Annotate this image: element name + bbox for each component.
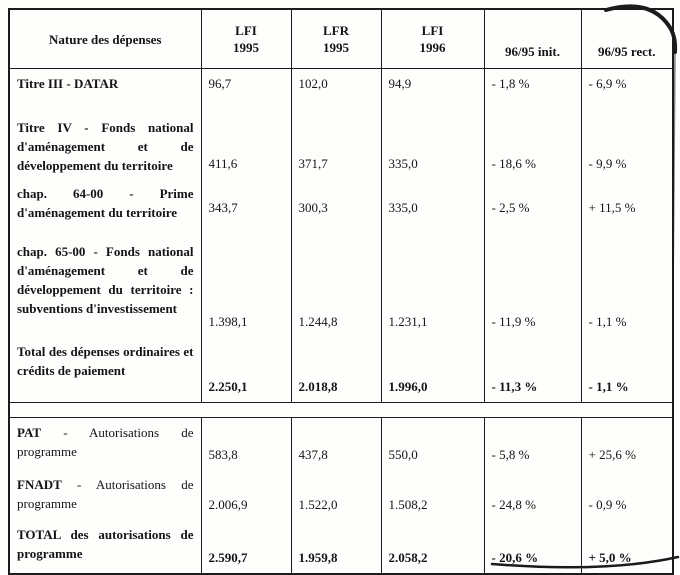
- cell-lfi-1996: 1.508,2: [381, 470, 484, 520]
- cell-96-95-init: - 11,3 %: [484, 337, 581, 403]
- row-label: [9, 113, 201, 179]
- cell-96-95-rect: - 9,9 %: [581, 113, 673, 179]
- row-label: [9, 520, 201, 574]
- col-header-96-95-rect: [581, 9, 673, 69]
- col-header-nature: [9, 9, 201, 69]
- cell-lfi-1996: 1.996,0: [381, 337, 484, 403]
- cell-96-95-init: - 1,8 %: [484, 69, 581, 113]
- cell-96-95-init: - 24,8 %: [484, 470, 581, 520]
- row-label: [9, 337, 201, 403]
- row-label: [9, 470, 201, 520]
- cell-lfr-1995: 2.018,8: [291, 337, 381, 403]
- cell-lfr-1995: 371,7: [291, 113, 381, 179]
- row-label-strong: Titre III - DATAR: [17, 76, 119, 91]
- row-label-strong: PAT: [17, 425, 42, 440]
- row-label-text: - Autorisations de programme: [17, 425, 194, 459]
- col-header-lfi-1995: [201, 9, 291, 69]
- cell-lfi-1995: 96,7: [201, 69, 291, 113]
- col-header-sublabel: 1995: [233, 40, 259, 55]
- row-label-strong: chap. 65-00 - Fonds national d'aménagement et de développement du territoire : subventions d'investissement: [17, 243, 194, 316]
- cell-lfi-1996: 2.058,2: [381, 520, 484, 574]
- table-row-fnadt-ap: [9, 470, 673, 520]
- col-header-label: LFI: [235, 23, 257, 38]
- cell-lfi-1995: 2.590,7: [201, 520, 291, 574]
- cell-lfi-1996: 550,0: [381, 418, 484, 470]
- cell-lfi-1996: 335,0: [381, 113, 484, 179]
- row-label-strong: TOTAL des autorisations de programme: [17, 526, 194, 561]
- table-row-total-depenses-ordinaires: [9, 337, 673, 403]
- row-label: [9, 237, 201, 337]
- row-label-strong: FNADT: [17, 476, 62, 492]
- cell-96-95-rect: - 1,1 %: [581, 237, 673, 337]
- col-header-lfr-1995: [291, 9, 381, 69]
- cell-lfi-1995: 583,8: [201, 418, 291, 470]
- cell-lfi-1995: 1.398,1: [201, 237, 291, 337]
- cell-lfr-1995: 102,0: [291, 69, 381, 113]
- col-header-label: Nature des dépenses: [49, 31, 162, 47]
- cell-lfi-1995: 2.250,1: [201, 337, 291, 403]
- cell-96-95-rect: + 11,5 %: [581, 179, 673, 237]
- row-label-strong: Total des dépenses ordinaires et crédits de paiement: [17, 343, 194, 378]
- row-label: [9, 418, 201, 470]
- table-row-pat-ap: [9, 418, 673, 470]
- cell-lfr-1995: 1.522,0: [291, 470, 381, 520]
- cell-96-95-rect: - 0,9 %: [581, 470, 673, 520]
- col-header-sublabel: 1995: [323, 40, 349, 55]
- cell-96-95-rect: + 5,0 %: [581, 520, 673, 574]
- cell-lfr-1995: 1.244,8: [291, 237, 381, 337]
- cell-lfi-1995: 411,6: [201, 113, 291, 179]
- row-label-text: - Autorisations de programme: [17, 476, 194, 511]
- row-label-strong: Titre IV - Fonds national d'aménagement et de développement du territoire: [17, 119, 194, 173]
- header-row: [9, 9, 673, 69]
- cell-96-95-init: - 11,9 %: [484, 237, 581, 337]
- col-header-label: 96/95 init.: [505, 44, 560, 59]
- cell-96-95-init: - 5,8 %: [484, 418, 581, 470]
- row-label: [9, 179, 201, 237]
- table-row-titre4-fnadt: [9, 113, 673, 179]
- col-header-label: LFI: [421, 23, 444, 38]
- cell-lfr-1995: 1.959,8: [291, 520, 381, 574]
- cell-lfr-1995: 437,8: [291, 418, 381, 470]
- cell-96-95-rect: - 6,9 %: [581, 69, 673, 113]
- cell-96-95-init: - 20,6 %: [484, 520, 581, 574]
- table-row-chap-65-00: [9, 237, 673, 337]
- cell-96-95-rect: + 25,6 %: [581, 418, 673, 470]
- budget-table: [8, 8, 674, 575]
- col-header-label: 96/95 rect.: [597, 44, 656, 59]
- cell-lfi-1996: 94,9: [381, 69, 484, 113]
- cell-lfi-1996: 335,0: [381, 179, 484, 237]
- cell-lfi-1995: 343,7: [201, 179, 291, 237]
- col-header-label: LFR: [323, 23, 349, 38]
- col-header-96-95-init: [484, 9, 581, 69]
- row-label: [9, 69, 201, 113]
- section-separator-band: [9, 403, 673, 418]
- col-header-sublabel: 1996: [419, 40, 446, 55]
- row-label-strong: chap. 64-00 - Prime d'aménagement du territoire: [17, 185, 194, 220]
- cell-96-95-init: - 2,5 %: [484, 179, 581, 237]
- cell-96-95-rect: - 1,1 %: [581, 337, 673, 403]
- table-row-chap-64-00: [9, 179, 673, 237]
- cell-lfi-1995: 2.006,9: [201, 470, 291, 520]
- cell-lfi-1996: 1.231,1: [381, 237, 484, 337]
- table-row-total-ap: [9, 520, 673, 574]
- cell-lfr-1995: 300,3: [291, 179, 381, 237]
- col-header-lfi-1996: [381, 9, 484, 69]
- section-separator: [9, 403, 673, 418]
- cell-96-95-init: - 18,6 %: [484, 113, 581, 179]
- table-row-titre3-datar: [9, 69, 673, 113]
